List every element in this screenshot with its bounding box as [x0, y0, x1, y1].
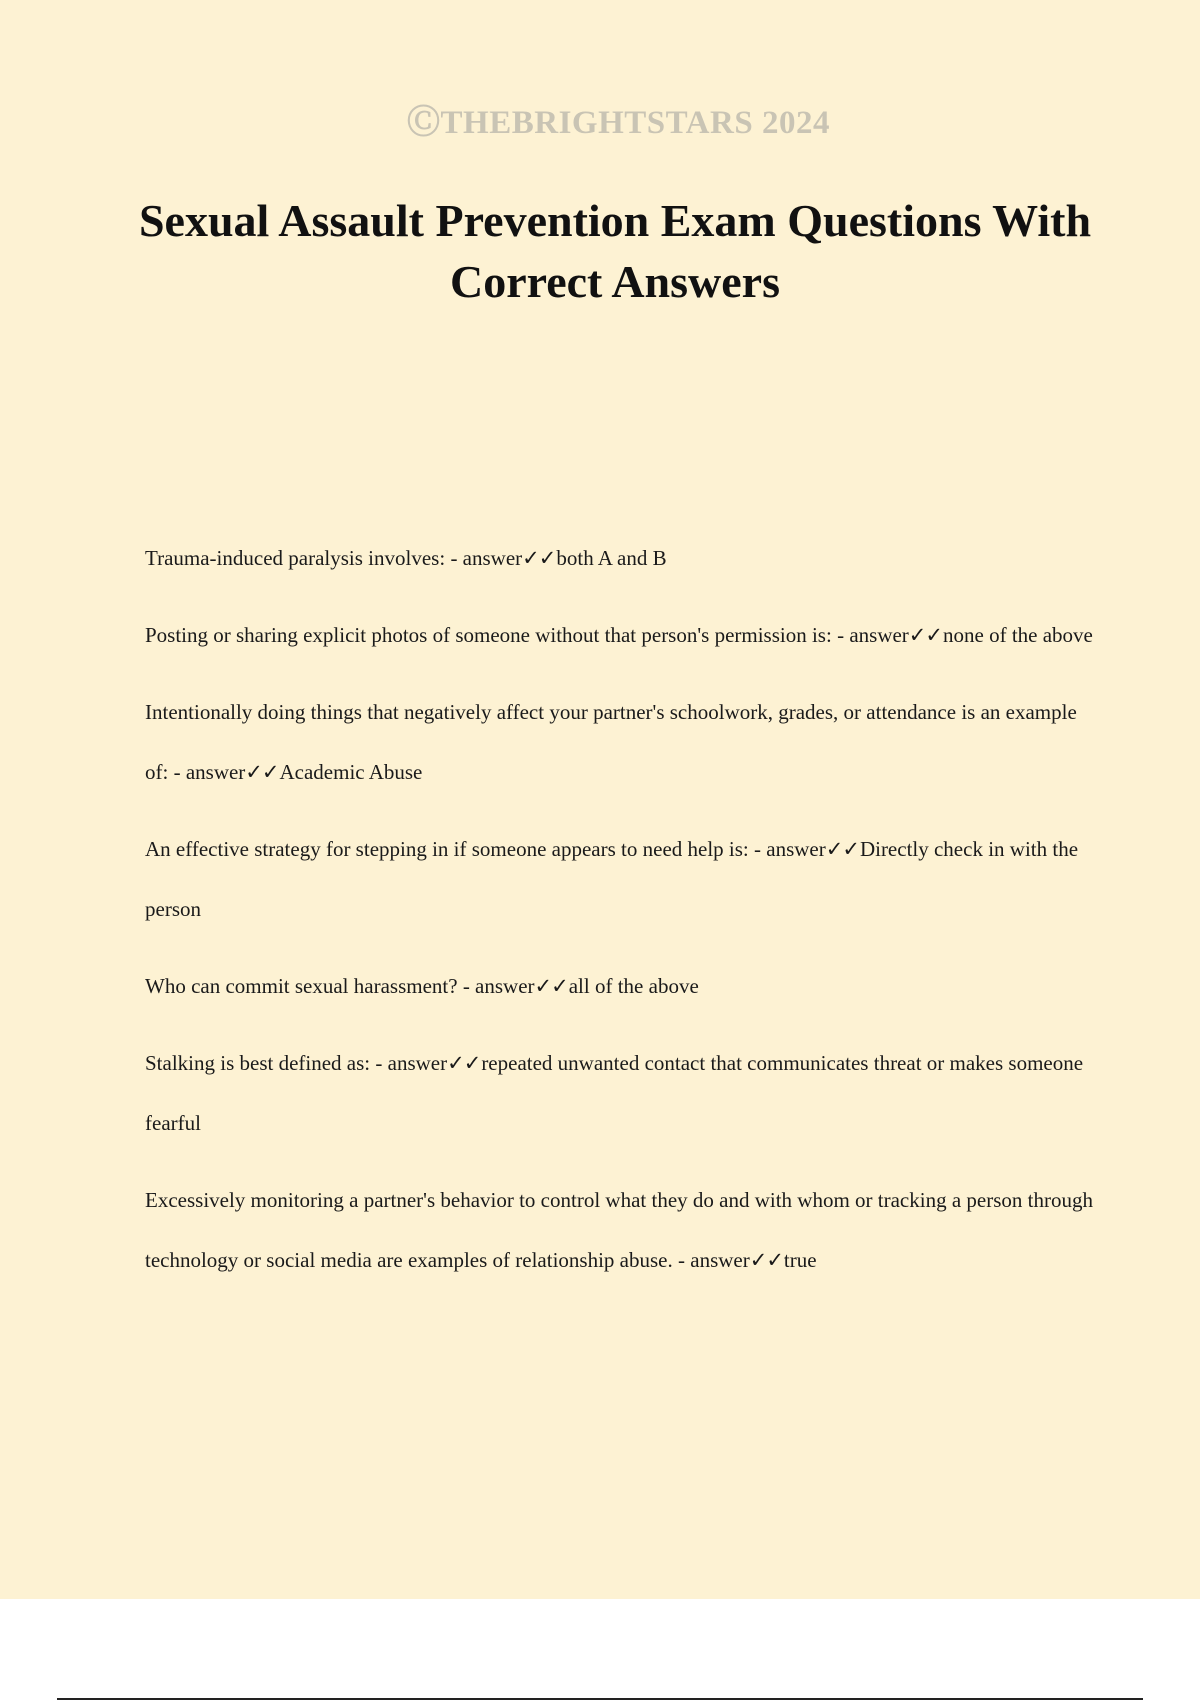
qa-item — [145, 956, 1095, 1016]
question-text: Who can commit sexual harassment? — [145, 974, 458, 998]
answer-text: all of the above — [568, 974, 699, 998]
qa-item — [145, 1170, 1095, 1290]
answer-prefix: - answer — [445, 546, 523, 570]
answer-prefix: - answer — [370, 1051, 448, 1075]
question-text: Trauma-induced paralysis involves: — [145, 546, 446, 570]
answer-prefix: - answer — [831, 623, 909, 647]
answer-text: Academic Abuse — [279, 760, 423, 784]
question-text: Intentionally doing things that negatively affect your partner's schoolwork, grades, or attendance is an example of: — [145, 700, 1077, 784]
question-text: Posting or sharing explicit photos of someone without that person's permission is: — [145, 623, 832, 647]
checkmark-icon: ✓✓ — [825, 837, 859, 861]
qa-item — [145, 682, 1095, 802]
answer-text: true — [783, 1248, 817, 1272]
answer-prefix: - answer — [748, 837, 826, 861]
question-text: Stalking is best defined as: — [145, 1051, 371, 1075]
checkmark-icon: ✓✓ — [908, 623, 942, 647]
qa-item — [145, 605, 1095, 665]
checkmark-icon: ✓✓ — [245, 760, 279, 784]
qa-item — [145, 528, 1095, 588]
answer-prefix: - answer — [457, 974, 535, 998]
question-text: An effective strategy for stepping in if someone appears to need help is: — [145, 837, 749, 861]
answer-text: both A and B — [556, 546, 667, 570]
checkmark-icon: ✓✓ — [522, 546, 556, 570]
answer-prefix: - answer — [672, 1248, 750, 1272]
qa-list — [145, 528, 1095, 1290]
page-title: Sexual Assault Prevention Exam Questions With Correct Answers — [138, 195, 1092, 307]
qa-item — [145, 1033, 1095, 1153]
qa-item — [145, 819, 1095, 939]
answer-text: Directly check in with the person — [145, 837, 1079, 921]
answer-text: repeated unwanted contact that communicates threat or makes someone fearful — [145, 1051, 1084, 1135]
checkmark-icon: ✓✓ — [534, 974, 568, 998]
checkmark-icon: ✓✓ — [749, 1248, 783, 1272]
answer-text: none of the above — [943, 623, 1093, 647]
answer-prefix: - answer — [168, 760, 246, 784]
question-text: Excessively monitoring a partner's behavior to control what they do and with whom or tracking a person through technology or social media are examples of relationship abuse. — [145, 1188, 1093, 1272]
checkmark-icon: ✓✓ — [447, 1051, 481, 1075]
watermark: ⒸTHEBRIGHTSTARS 2024 — [407, 105, 830, 141]
